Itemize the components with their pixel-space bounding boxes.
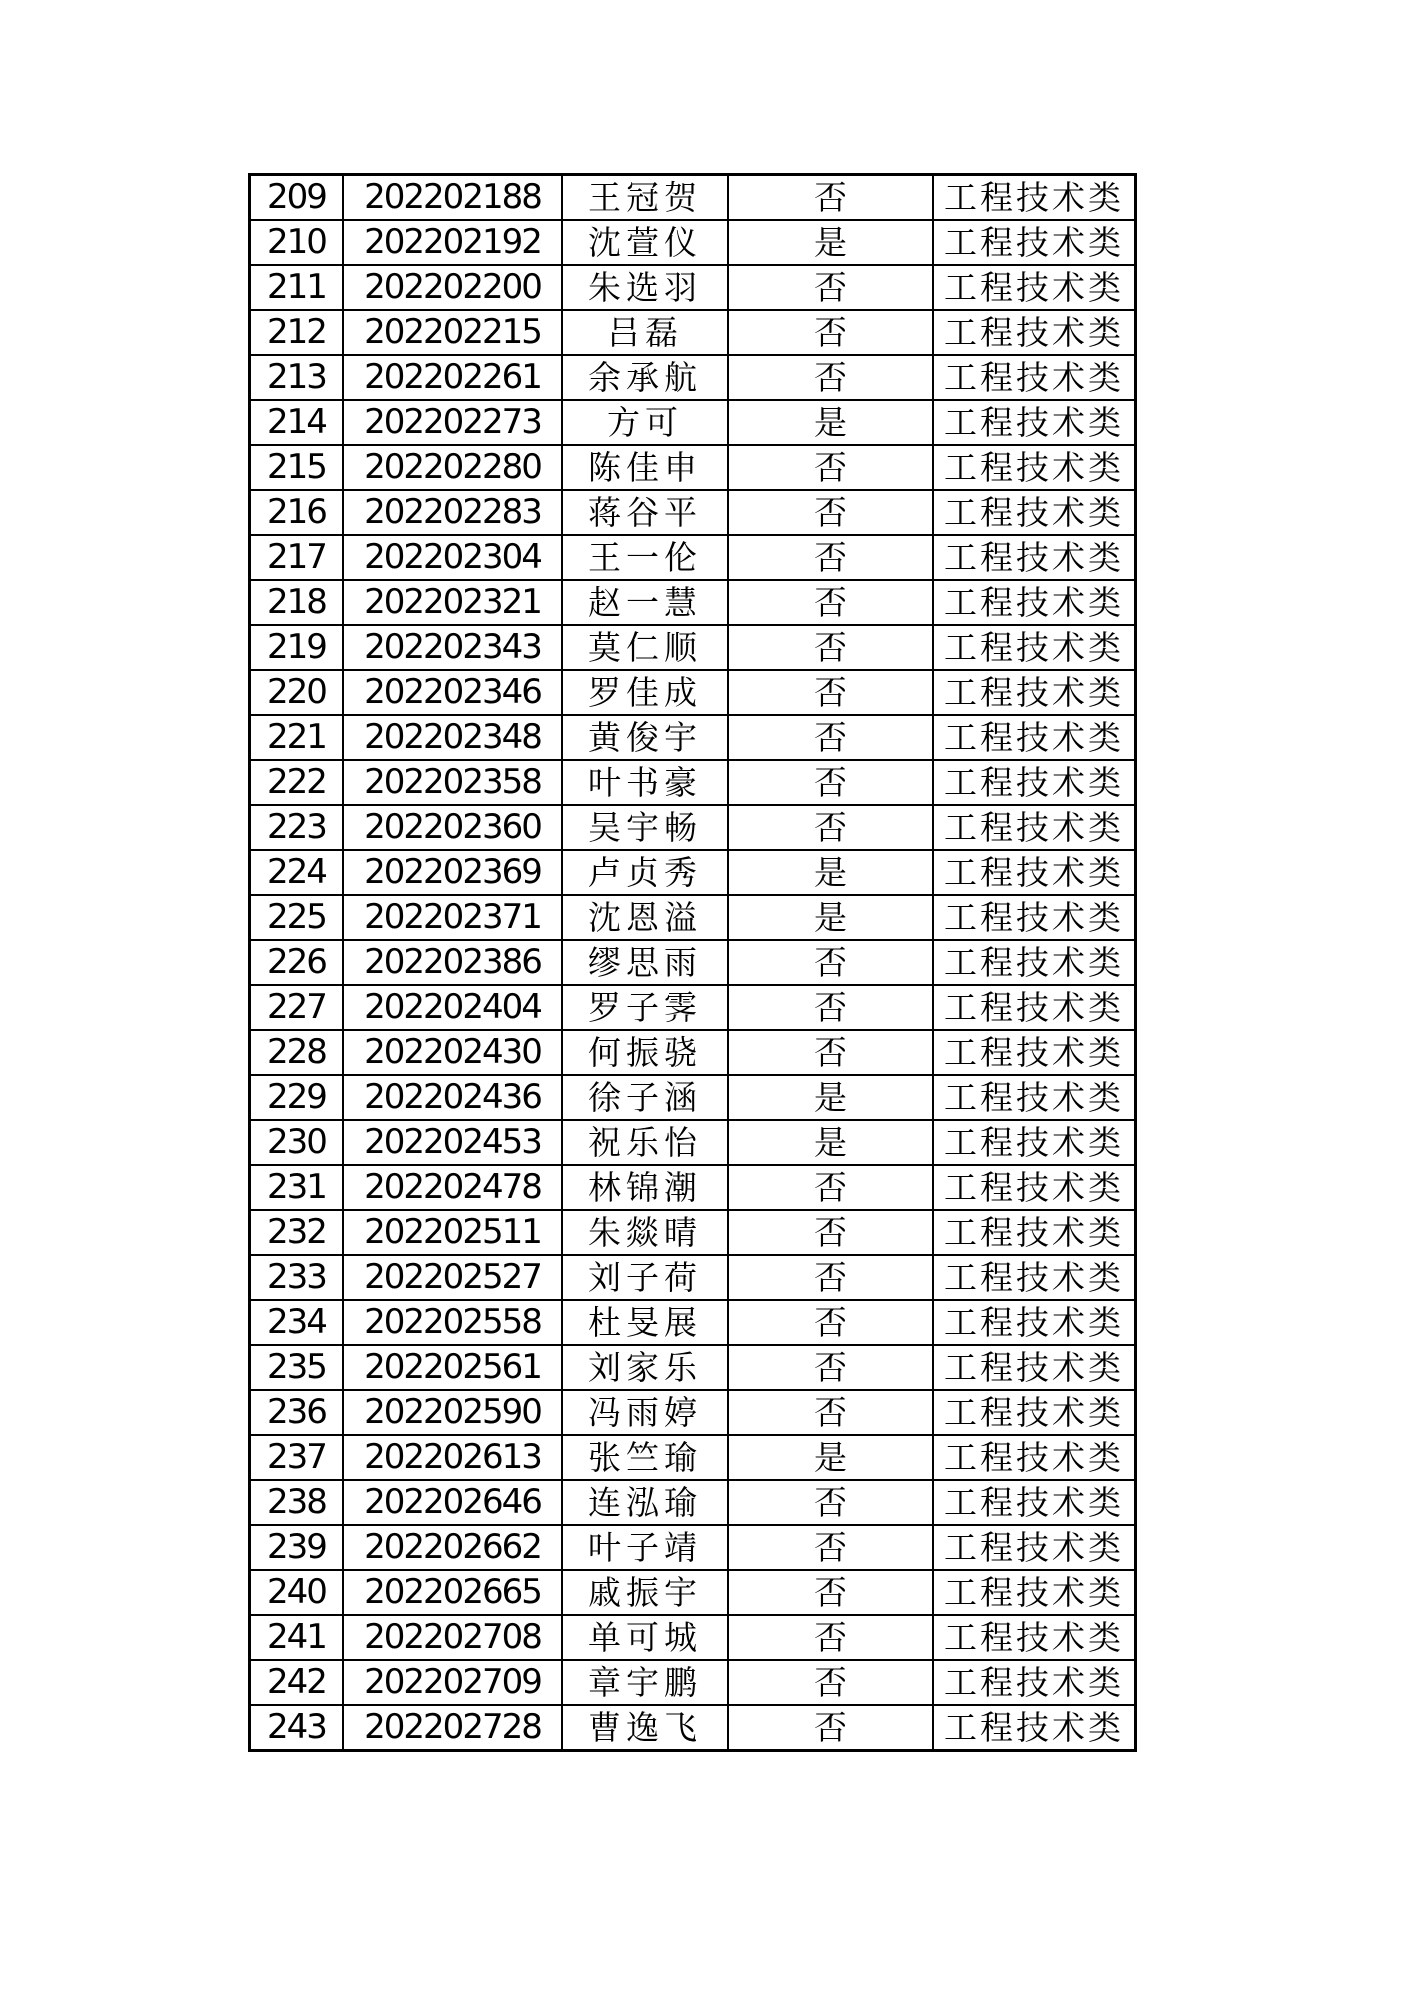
student-name-cell: 叶子靖 xyxy=(562,1525,728,1570)
yes-no-cell: 否 xyxy=(728,760,933,805)
yes-no-cell: 否 xyxy=(728,715,933,760)
student-id-cell: 202202192 xyxy=(343,220,562,265)
row-number-cell: 232 xyxy=(250,1210,344,1255)
yes-no-cell: 是 xyxy=(728,1435,933,1480)
table-row xyxy=(250,1660,1136,1705)
category-cell: 工程技术类 xyxy=(933,490,1136,535)
student-name-cell: 蒋谷平 xyxy=(562,490,728,535)
student-id-cell: 202202200 xyxy=(343,265,562,310)
student-name-cell: 吕磊 xyxy=(562,310,728,355)
yes-no-cell: 否 xyxy=(728,265,933,310)
category-cell: 工程技术类 xyxy=(933,895,1136,940)
category-cell: 工程技术类 xyxy=(933,1570,1136,1615)
category-cell: 工程技术类 xyxy=(933,850,1136,895)
table-row xyxy=(250,1615,1136,1660)
table-row xyxy=(250,895,1136,940)
yes-no-cell: 否 xyxy=(728,1345,933,1390)
student-name-cell: 章宇鹏 xyxy=(562,1660,728,1705)
yes-no-cell: 否 xyxy=(728,535,933,580)
category-cell: 工程技术类 xyxy=(933,535,1136,580)
row-number-cell: 222 xyxy=(250,760,344,805)
table-row xyxy=(250,1525,1136,1570)
student-id-cell: 202202708 xyxy=(343,1615,562,1660)
category-cell: 工程技术类 xyxy=(933,670,1136,715)
student-name-cell: 张竺瑜 xyxy=(562,1435,728,1480)
table-row xyxy=(250,760,1136,805)
student-id-cell: 202202321 xyxy=(343,580,562,625)
table-row xyxy=(250,175,1136,221)
student-id-cell: 202202613 xyxy=(343,1435,562,1480)
table-row xyxy=(250,1165,1136,1210)
student-name-cell: 余承航 xyxy=(562,355,728,400)
yes-no-cell: 否 xyxy=(728,490,933,535)
yes-no-cell: 否 xyxy=(728,1525,933,1570)
student-id-cell: 202202360 xyxy=(343,805,562,850)
category-cell: 工程技术类 xyxy=(933,310,1136,355)
table-row xyxy=(250,1300,1136,1345)
category-cell: 工程技术类 xyxy=(933,1435,1136,1480)
table-row xyxy=(250,445,1136,490)
row-number-cell: 228 xyxy=(250,1030,344,1075)
category-cell: 工程技术类 xyxy=(933,625,1136,670)
student-name-cell: 黄俊宇 xyxy=(562,715,728,760)
yes-no-cell: 是 xyxy=(728,1075,933,1120)
category-cell: 工程技术类 xyxy=(933,1165,1136,1210)
row-number-cell: 227 xyxy=(250,985,344,1030)
category-cell: 工程技术类 xyxy=(933,1480,1136,1525)
table-row xyxy=(250,1480,1136,1525)
row-number-cell: 237 xyxy=(250,1435,344,1480)
student-list-table xyxy=(248,173,1137,1752)
yes-no-cell: 是 xyxy=(728,400,933,445)
yes-no-cell: 否 xyxy=(728,940,933,985)
student-id-cell: 202202709 xyxy=(343,1660,562,1705)
student-name-cell: 方可 xyxy=(562,400,728,445)
table-row xyxy=(250,1210,1136,1255)
table-row xyxy=(250,490,1136,535)
student-name-cell: 冯雨婷 xyxy=(562,1390,728,1435)
row-number-cell: 233 xyxy=(250,1255,344,1300)
row-number-cell: 226 xyxy=(250,940,344,985)
student-id-cell: 202202346 xyxy=(343,670,562,715)
student-id-cell: 202202662 xyxy=(343,1525,562,1570)
table-row xyxy=(250,310,1136,355)
student-id-cell: 202202304 xyxy=(343,535,562,580)
row-number-cell: 210 xyxy=(250,220,344,265)
row-number-cell: 211 xyxy=(250,265,344,310)
row-number-cell: 212 xyxy=(250,310,344,355)
row-number-cell: 218 xyxy=(250,580,344,625)
row-number-cell: 229 xyxy=(250,1075,344,1120)
yes-no-cell: 否 xyxy=(728,1030,933,1075)
table-row xyxy=(250,580,1136,625)
yes-no-cell: 是 xyxy=(728,895,933,940)
row-number-cell: 234 xyxy=(250,1300,344,1345)
student-name-cell: 林锦潮 xyxy=(562,1165,728,1210)
yes-no-cell: 是 xyxy=(728,1120,933,1165)
table-row xyxy=(250,985,1136,1030)
student-id-cell: 202202188 xyxy=(343,175,562,221)
student-name-cell: 祝乐怡 xyxy=(562,1120,728,1165)
table-row xyxy=(250,1435,1136,1480)
category-cell: 工程技术类 xyxy=(933,1255,1136,1300)
row-number-cell: 230 xyxy=(250,1120,344,1165)
yes-no-cell: 否 xyxy=(728,670,933,715)
row-number-cell: 223 xyxy=(250,805,344,850)
student-name-cell: 沈恩溢 xyxy=(562,895,728,940)
student-name-cell: 罗佳成 xyxy=(562,670,728,715)
student-id-cell: 202202358 xyxy=(343,760,562,805)
student-name-cell: 刘家乐 xyxy=(562,1345,728,1390)
category-cell: 工程技术类 xyxy=(933,175,1136,221)
category-cell: 工程技术类 xyxy=(933,355,1136,400)
student-name-cell: 赵一慧 xyxy=(562,580,728,625)
table-row xyxy=(250,400,1136,445)
category-cell: 工程技术类 xyxy=(933,1030,1136,1075)
table-row xyxy=(250,1030,1136,1075)
student-name-cell: 徐子涵 xyxy=(562,1075,728,1120)
student-id-cell: 202202273 xyxy=(343,400,562,445)
category-cell: 工程技术类 xyxy=(933,1210,1136,1255)
row-number-cell: 213 xyxy=(250,355,344,400)
table-row xyxy=(250,355,1136,400)
yes-no-cell: 是 xyxy=(728,850,933,895)
category-cell: 工程技术类 xyxy=(933,580,1136,625)
table-row xyxy=(250,1390,1136,1435)
table-row xyxy=(250,625,1136,670)
row-number-cell: 217 xyxy=(250,535,344,580)
row-number-cell: 220 xyxy=(250,670,344,715)
student-name-cell: 罗子霁 xyxy=(562,985,728,1030)
student-name-cell: 缪思雨 xyxy=(562,940,728,985)
category-cell: 工程技术类 xyxy=(933,1390,1136,1435)
row-number-cell: 224 xyxy=(250,850,344,895)
student-id-cell: 202202369 xyxy=(343,850,562,895)
student-id-cell: 202202558 xyxy=(343,1300,562,1345)
row-number-cell: 240 xyxy=(250,1570,344,1615)
category-cell: 工程技术类 xyxy=(933,445,1136,490)
student-id-cell: 202202728 xyxy=(343,1705,562,1751)
student-id-cell: 202202280 xyxy=(343,445,562,490)
row-number-cell: 214 xyxy=(250,400,344,445)
student-name-cell: 叶书豪 xyxy=(562,760,728,805)
table-row xyxy=(250,1570,1136,1615)
student-name-cell: 杜旻展 xyxy=(562,1300,728,1345)
student-name-cell: 戚振宇 xyxy=(562,1570,728,1615)
student-name-cell: 沈萱仪 xyxy=(562,220,728,265)
row-number-cell: 242 xyxy=(250,1660,344,1705)
student-id-cell: 202202404 xyxy=(343,985,562,1030)
student-name-cell: 卢贞秀 xyxy=(562,850,728,895)
yes-no-cell: 否 xyxy=(728,985,933,1030)
category-cell: 工程技术类 xyxy=(933,1300,1136,1345)
table-row xyxy=(250,1120,1136,1165)
table-row xyxy=(250,265,1136,310)
category-cell: 工程技术类 xyxy=(933,715,1136,760)
student-name-cell: 刘子荷 xyxy=(562,1255,728,1300)
table-row xyxy=(250,1255,1136,1300)
student-id-cell: 202202590 xyxy=(343,1390,562,1435)
yes-no-cell: 否 xyxy=(728,1570,933,1615)
category-cell: 工程技术类 xyxy=(933,1120,1136,1165)
yes-no-cell: 否 xyxy=(728,805,933,850)
student-name-cell: 王一伦 xyxy=(562,535,728,580)
row-number-cell: 236 xyxy=(250,1390,344,1435)
yes-no-cell: 否 xyxy=(728,1210,933,1255)
yes-no-cell: 否 xyxy=(728,445,933,490)
table-row xyxy=(250,1075,1136,1120)
row-number-cell: 239 xyxy=(250,1525,344,1570)
yes-no-cell: 否 xyxy=(728,1390,933,1435)
student-id-cell: 202202371 xyxy=(343,895,562,940)
category-cell: 工程技术类 xyxy=(933,1525,1136,1570)
table-row xyxy=(250,220,1136,265)
yes-no-cell: 是 xyxy=(728,220,933,265)
table-row xyxy=(250,1705,1136,1751)
row-number-cell: 219 xyxy=(250,625,344,670)
row-number-cell: 216 xyxy=(250,490,344,535)
student-id-cell: 202202430 xyxy=(343,1030,562,1075)
student-id-cell: 202202261 xyxy=(343,355,562,400)
yes-no-cell: 否 xyxy=(728,310,933,355)
student-id-cell: 202202283 xyxy=(343,490,562,535)
student-id-cell: 202202215 xyxy=(343,310,562,355)
table-row xyxy=(250,940,1136,985)
yes-no-cell: 否 xyxy=(728,355,933,400)
table-row xyxy=(250,1345,1136,1390)
row-number-cell: 231 xyxy=(250,1165,344,1210)
yes-no-cell: 否 xyxy=(728,625,933,670)
row-number-cell: 221 xyxy=(250,715,344,760)
category-cell: 工程技术类 xyxy=(933,265,1136,310)
student-id-cell: 202202386 xyxy=(343,940,562,985)
table-row xyxy=(250,805,1136,850)
student-name-cell: 何振骁 xyxy=(562,1030,728,1075)
category-cell: 工程技术类 xyxy=(933,985,1136,1030)
category-cell: 工程技术类 xyxy=(933,940,1136,985)
student-name-cell: 王冠贺 xyxy=(562,175,728,221)
row-number-cell: 235 xyxy=(250,1345,344,1390)
student-name-cell: 莫仁顺 xyxy=(562,625,728,670)
student-id-cell: 202202453 xyxy=(343,1120,562,1165)
student-id-cell: 202202436 xyxy=(343,1075,562,1120)
table-row xyxy=(250,850,1136,895)
student-name-cell: 朱燚晴 xyxy=(562,1210,728,1255)
student-id-cell: 202202561 xyxy=(343,1345,562,1390)
category-cell: 工程技术类 xyxy=(933,805,1136,850)
student-name-cell: 朱选羽 xyxy=(562,265,728,310)
student-id-cell: 202202665 xyxy=(343,1570,562,1615)
category-cell: 工程技术类 xyxy=(933,1345,1136,1390)
student-name-cell: 曹逸飞 xyxy=(562,1705,728,1751)
yes-no-cell: 否 xyxy=(728,1480,933,1525)
category-cell: 工程技术类 xyxy=(933,400,1136,445)
row-number-cell: 215 xyxy=(250,445,344,490)
row-number-cell: 243 xyxy=(250,1705,344,1751)
student-id-cell: 202202646 xyxy=(343,1480,562,1525)
yes-no-cell: 否 xyxy=(728,1255,933,1300)
student-name-cell: 单可城 xyxy=(562,1615,728,1660)
row-number-cell: 238 xyxy=(250,1480,344,1525)
category-cell: 工程技术类 xyxy=(933,1660,1136,1705)
row-number-cell: 209 xyxy=(250,175,344,221)
student-name-cell: 连泓瑜 xyxy=(562,1480,728,1525)
category-cell: 工程技术类 xyxy=(933,1615,1136,1660)
yes-no-cell: 否 xyxy=(728,1705,933,1751)
table-body xyxy=(250,175,1136,1751)
student-id-cell: 202202511 xyxy=(343,1210,562,1255)
table-row xyxy=(250,670,1136,715)
category-cell: 工程技术类 xyxy=(933,1075,1136,1120)
table-row xyxy=(250,535,1136,580)
yes-no-cell: 否 xyxy=(728,1165,933,1210)
yes-no-cell: 否 xyxy=(728,580,933,625)
yes-no-cell: 否 xyxy=(728,1660,933,1705)
student-id-cell: 202202527 xyxy=(343,1255,562,1300)
yes-no-cell: 否 xyxy=(728,1615,933,1660)
student-name-cell: 陈佳申 xyxy=(562,445,728,490)
student-id-cell: 202202478 xyxy=(343,1165,562,1210)
row-number-cell: 241 xyxy=(250,1615,344,1660)
category-cell: 工程技术类 xyxy=(933,220,1136,265)
student-id-cell: 202202343 xyxy=(343,625,562,670)
yes-no-cell: 否 xyxy=(728,1300,933,1345)
student-name-cell: 吴宇畅 xyxy=(562,805,728,850)
row-number-cell: 225 xyxy=(250,895,344,940)
student-id-cell: 202202348 xyxy=(343,715,562,760)
table-row xyxy=(250,715,1136,760)
category-cell: 工程技术类 xyxy=(933,760,1136,805)
category-cell: 工程技术类 xyxy=(933,1705,1136,1751)
yes-no-cell: 否 xyxy=(728,175,933,221)
